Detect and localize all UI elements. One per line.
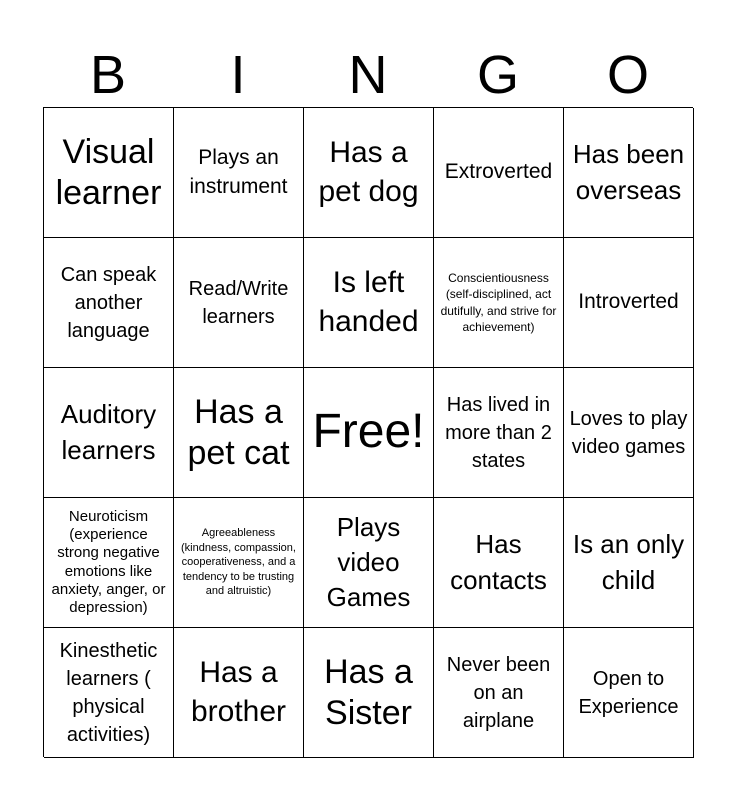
- bingo-cell-only-child[interactable]: [564, 498, 694, 628]
- bingo-board: [43, 107, 693, 757]
- bingo-cell-neuroticism[interactable]: [44, 498, 174, 628]
- header-letter-n: N: [348, 45, 388, 105]
- cell-text: Visual learner: [55, 132, 162, 212]
- bingo-cell-lived-states[interactable]: [434, 368, 564, 498]
- cell-text: Conscientiousness (self-disciplined, act dutifully, and strive for achievement): [440, 271, 557, 334]
- bingo-cell-plays-instrument[interactable]: [174, 108, 304, 238]
- bingo-cell-brother[interactable]: [174, 628, 304, 758]
- cell-text: Has a brother: [190, 656, 287, 728]
- bingo-cell-kinesthetic[interactable]: [44, 628, 174, 758]
- cell-text: Introverted: [578, 290, 679, 314]
- bingo-cell-sister[interactable]: [304, 628, 434, 758]
- cell-text: Is an only child: [572, 529, 685, 595]
- bingo-cell-contacts[interactable]: [434, 498, 564, 628]
- bingo-cell-read-write[interactable]: [174, 238, 304, 368]
- bingo-cell-overseas[interactable]: [564, 108, 694, 238]
- cell-text: Has been overseas: [572, 139, 685, 205]
- header-letter-b: B: [89, 45, 127, 105]
- cell-text: Has contacts: [450, 529, 547, 595]
- bingo-cell-extroverted[interactable]: [434, 108, 564, 238]
- cell-text: Has a pet cat: [187, 392, 290, 472]
- bingo-cell-free[interactable]: [304, 368, 434, 498]
- bingo-header: [43, 46, 693, 104]
- bingo-cell-video-games[interactable]: [564, 368, 694, 498]
- bingo-cell-visual-learner[interactable]: [44, 108, 174, 238]
- bingo-cell-airplane[interactable]: [434, 628, 564, 758]
- cell-text: Never been on an airplane: [446, 653, 551, 732]
- cell-text: Has lived in more than 2 states: [445, 393, 552, 472]
- bingo-cell-conscientiousness[interactable]: [434, 238, 564, 368]
- cell-text: Read/Write learners: [188, 277, 289, 328]
- cell-text: Has a pet dog: [318, 136, 419, 208]
- cell-text: Can speak another language: [60, 263, 157, 342]
- bingo-cell-open-experience[interactable]: [564, 628, 694, 758]
- cell-text: Agreeableness (kindness, compassion, cooperativeness, and a tendency to be trusting and altruistic): [181, 527, 296, 598]
- header-letter-g: G: [476, 45, 519, 105]
- cell-text: Plays an instrument: [189, 146, 288, 198]
- bingo-cell-agreeableness[interactable]: [174, 498, 304, 628]
- bingo-cell-pet-dog[interactable]: [304, 108, 434, 238]
- bingo-cell-left-handed[interactable]: [304, 238, 434, 368]
- cell-text: Kinesthetic learners ( physical activities): [59, 639, 158, 746]
- cell-text: Plays video Games: [326, 511, 411, 613]
- cell-text: Free!: [312, 405, 425, 459]
- bingo-cell-plays-video-games[interactable]: [304, 498, 434, 628]
- bingo-cell-introverted[interactable]: [564, 238, 694, 368]
- header-letter-o: O: [606, 45, 649, 105]
- cell-text: Is left handed: [318, 266, 419, 338]
- bingo-cell-another-language[interactable]: [44, 238, 174, 368]
- cell-text: Has a Sister: [324, 652, 413, 732]
- header-letter-i: I: [230, 45, 246, 105]
- cell-text: Extroverted: [444, 160, 553, 184]
- bingo-cell-auditory[interactable]: [44, 368, 174, 498]
- cell-text: Loves to play video games: [569, 407, 688, 458]
- cell-text: Auditory learners: [60, 399, 157, 465]
- bingo-cell-pet-cat[interactable]: [174, 368, 304, 498]
- cell-text: Neuroticism (experience strong negative emotions like anxiety, anger, or depression): [51, 507, 166, 617]
- cell-text: Open to Experience: [578, 667, 679, 718]
